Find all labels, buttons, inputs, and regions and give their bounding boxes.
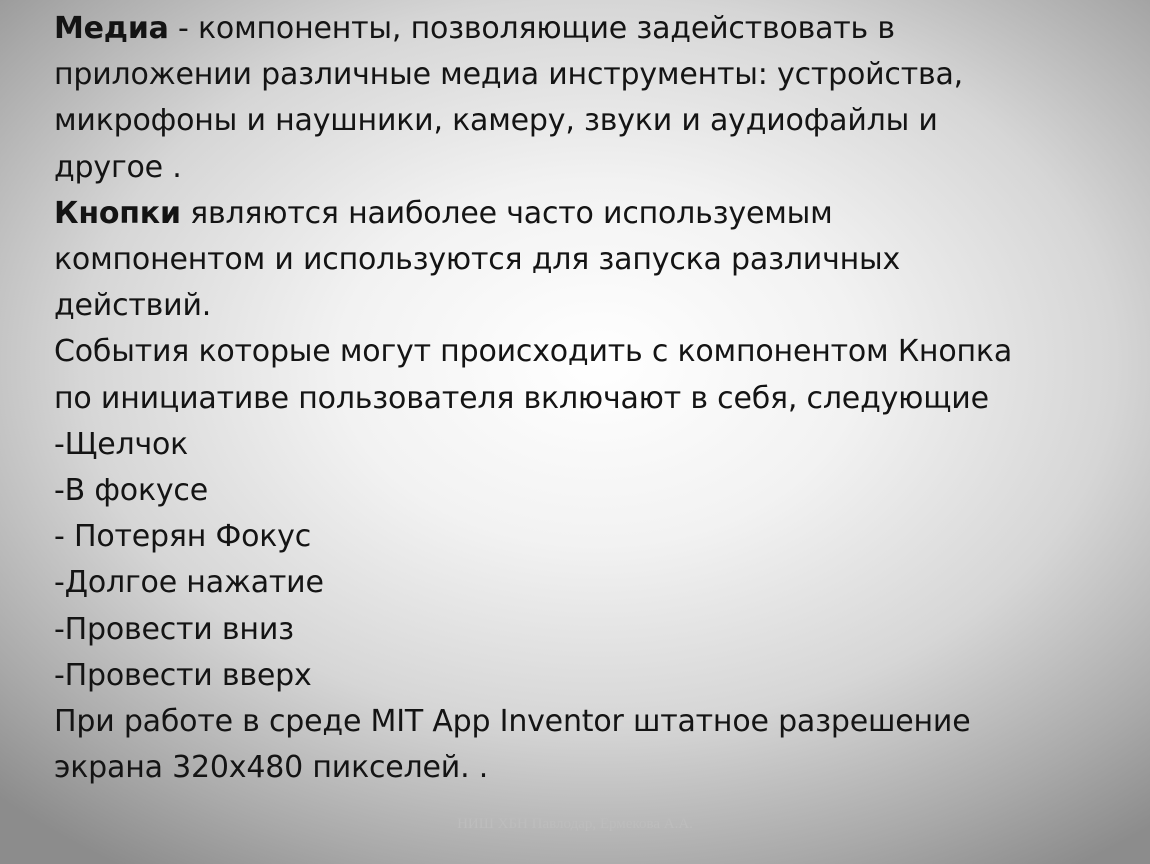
events-text-line: События которые могут происходить с компонентом Кнопка (54, 334, 1013, 370)
event-list-item: -Щелчок (54, 426, 189, 462)
buttons-text-line: действий. (54, 288, 212, 324)
media-text-line: микрофоны и наушники, камеру, звуки и аудиофайлы и (54, 103, 938, 139)
events-text-line: по инициативе пользователя включают в себя, следующие (54, 380, 989, 416)
buttons-term: Кнопки (54, 195, 181, 231)
footer-credit: НИШ ХБН Павлодар, Ермекова А.А. (457, 816, 693, 832)
media-text-line: другое . (54, 149, 182, 185)
resolution-text-line: экрана 320x480 пикселей. . (54, 750, 489, 786)
event-list-item: -Долгое нажатие (54, 565, 324, 601)
media-text-line: приложении различные медиа инструменты: устройства, (54, 57, 964, 93)
media-term: Медиа (54, 11, 169, 46)
event-list-item: -Провести вниз (54, 611, 294, 647)
buttons-text-line: являются наиболее часто используемым (180, 195, 833, 231)
slide-body (54, 6, 1134, 791)
media-text-line: - компоненты, позволяющие задействовать в (168, 11, 895, 46)
event-list-item: - Потерян Фокус (54, 519, 311, 555)
event-list-item: -В фокусе (54, 473, 208, 509)
media-paragraph-line-1 (54, 6, 1134, 52)
buttons-paragraph-line-1 (54, 191, 1134, 237)
buttons-text-line: компонентом и используются для запуска различных (54, 242, 901, 278)
event-list-item: -Провести вверх (54, 657, 312, 693)
resolution-text-line: При работе в среде MIT App Inventor штатное разрешение (54, 704, 971, 740)
